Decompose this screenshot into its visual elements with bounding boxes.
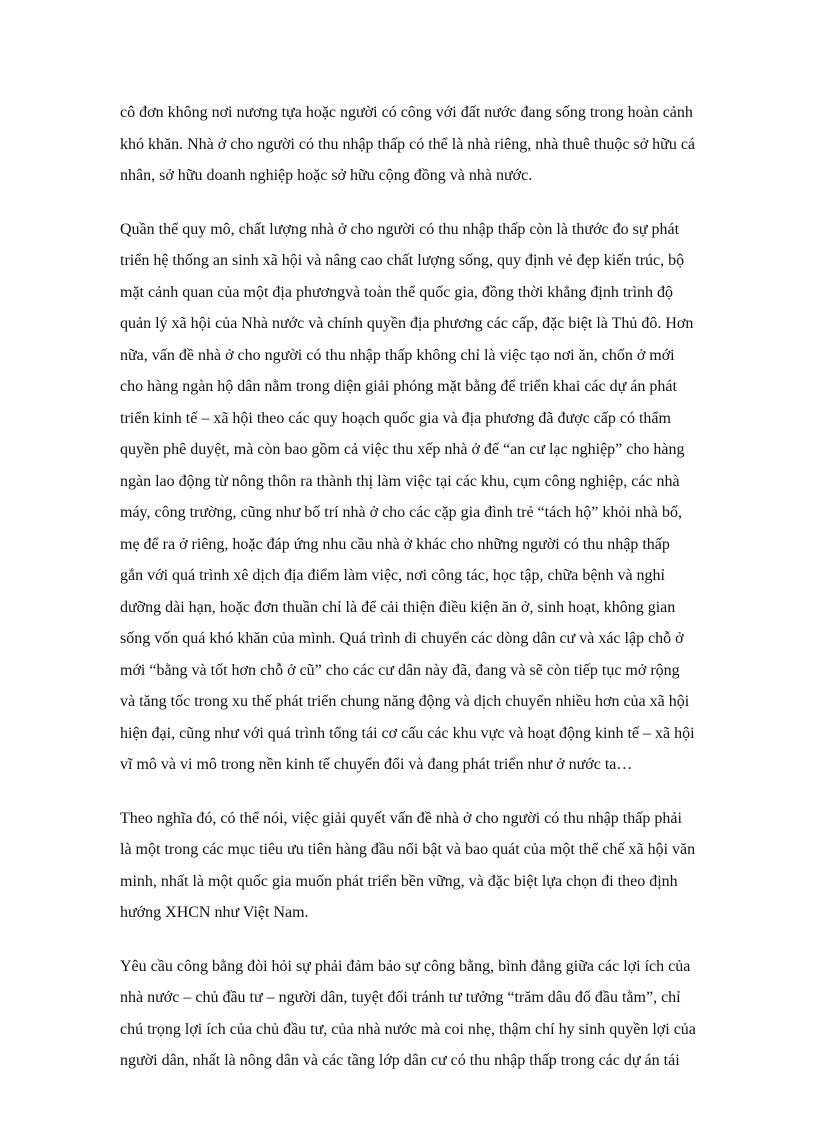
paragraph-2 (120, 214, 704, 781)
paragraph-3 (120, 803, 704, 929)
text-line: máy, công trường, cũng như bố trí nhà ở cho các cặp gia đình trẻ “tách hộ” khỏi nhà bố, (120, 504, 682, 521)
text-line: nhà nước – chủ đầu tư – người dân, tuyệt đối tránh tư tưởng “trăm dâu đổ đầu tằm”, chỉ (120, 989, 681, 1006)
paragraph-1 (120, 97, 704, 192)
text-line: ngàn lao động từ nông thôn ra thành thị làm việc tại các khu, cụm công nghiệp, các nhà (120, 472, 680, 490)
text-line: nữa, vấn đề nhà ở cho người có thu nhập thấp không chỉ là việc tạo nơi ăn, chốn ở mới (120, 346, 675, 364)
text-line: người dân, nhất là nông dân và các tầng lớp dân cư có thu nhập thấp trong các dự án tái (120, 1052, 680, 1069)
text-line: mặt cảnh quan của một địa phươngvà toàn thể quốc gia, đồng thời khẳng định trình độ (120, 283, 674, 301)
text-line: hướng XHCN như Việt Nam. (120, 904, 309, 921)
text-line: chú trọng lợi ích của chủ đầu tư, của nhà nước mà coi nhẹ, thậm chí hy sinh quyền lợi của (120, 1020, 696, 1038)
text-line: hiện đại, cũng như với quá trình tổng tái cơ cấu các khu vực và hoạt động kinh tế – xã hội (120, 724, 695, 742)
text-line: sống vốn quá khó khăn của mình. Quá trình di chuyển các dòng dân cư và xác lập chỗ ở (120, 630, 684, 647)
text-line: là một trong các mục tiêu ưu tiên hàng đầu nổi bật và bao quát của một thể chế xã hội văn (120, 841, 696, 858)
document-body (120, 97, 704, 1099)
text-line: quản lý xã hội của Nhà nước và chính quyền địa phương các cấp, đặc biệt là Thủ đô. Hơn (120, 315, 694, 332)
text-line: vĩ mô và vi mô trong nền kinh tế chuyển đổi và đang phát triển như ở nước ta… (120, 756, 633, 773)
text-line: gắn với quá trình xê dịch địa điểm làm việc, nơi công tác, học tập, chữa bệnh và nghỉ (120, 567, 665, 584)
text-line: khó khăn. Nhà ở cho người có thu nhập thấp có thể là nhà riêng, nhà thuê thuộc sở hữu cá (120, 135, 696, 153)
text-line: và tăng tốc trong xu thế phát triển chung năng động và dịch chuyển nhiều hơn của xã hội (120, 693, 690, 710)
text-line: Theo nghĩa đó, có thể nói, việc giải quyết vấn đề nhà ở cho người có thu nhập thấp phải (120, 809, 682, 827)
text-line: triển hệ thống an sinh xã hội và nâng cao chất lượng sống, quy định vẻ đẹp kiến trúc, bộ (120, 252, 685, 269)
text-line: cô đơn không nơi nương tựa hoặc người có công với đất nước đang sống trong hoàn cảnh (120, 104, 693, 121)
text-line: dưỡng dài hạn, hoặc đơn thuần chỉ là để cải thiện điều kiện ăn ở, sinh hoạt, không gian (120, 598, 676, 616)
text-line: triển kinh tế – xã hội theo các quy hoạch quốc gia và địa phương đã được cấp có thẩm (120, 409, 671, 427)
text-line: minh, nhất là một quốc gia muốn phát triển bền vững, và đặc biệt lựa chọn đi theo định (120, 872, 678, 890)
text-line: quyền phê duyệt, mà còn bao gồm cả việc thu xếp nhà ở để “an cư lạc nghiệp” cho hàng (120, 441, 685, 458)
text-line: cho hàng ngàn hộ dân nằm trong diện giải phóng mặt bằng để triển khai các dự án phát (120, 378, 677, 395)
text-line: mới “bằng và tốt hơn chỗ ở cũ” cho các cư dân này đã, đang và sẽ còn tiếp tục mở rộng (120, 661, 680, 679)
text-line: nhân, sở hữu doanh nghiệp hoặc sở hữu cộng đồng và nhà nước. (120, 167, 533, 184)
text-line: Yêu cầu công bằng đòi hỏi sự phải đảm bảo sự công bằng, bình đẳng giữa các lợi ích của (120, 957, 691, 975)
paragraph-4 (120, 951, 704, 1077)
text-line: Quần thể quy mô, chất lượng nhà ở cho người có thu nhập thấp còn là thước đo sự phát (120, 220, 680, 238)
text-line: mẹ để ra ở riêng, hoặc đáp ứng nhu cầu nhà ở khác cho những người có thu nhập thấp (120, 535, 670, 553)
